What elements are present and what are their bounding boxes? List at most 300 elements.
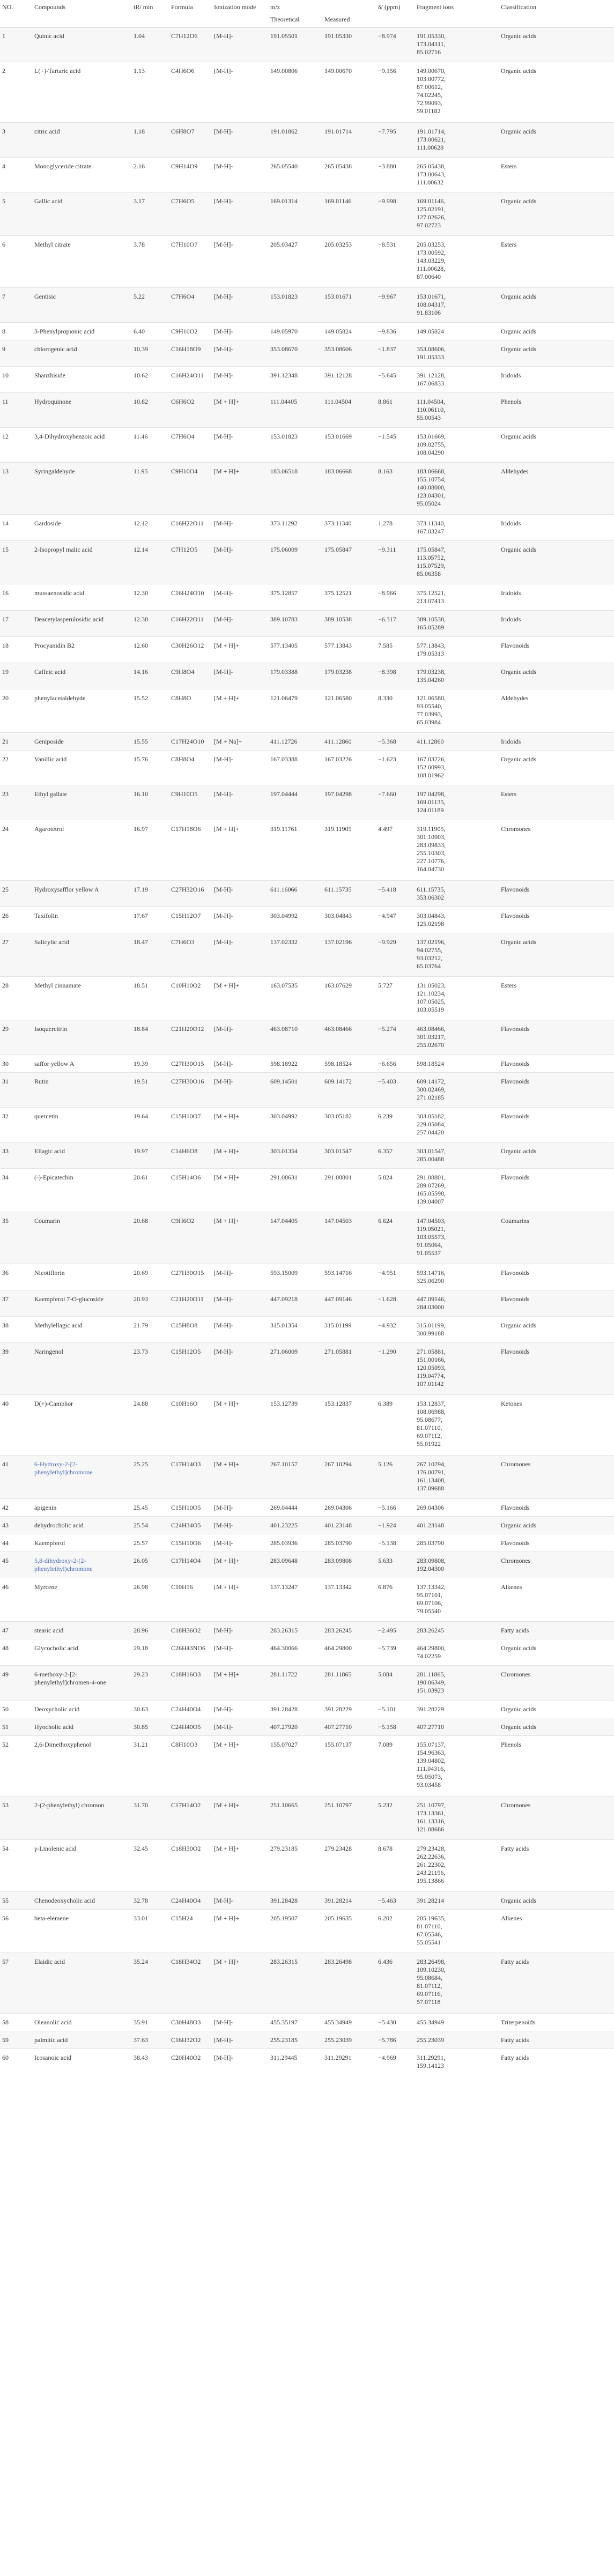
cell-classification: Flavonoids bbox=[499, 1264, 614, 1290]
cell-no: 37 bbox=[0, 1290, 32, 1317]
cell-ionization: [M + H]+ bbox=[212, 1108, 268, 1142]
cell-delta: 6.239 bbox=[376, 1108, 415, 1142]
cell-theoretical: 281.11722 bbox=[268, 1666, 322, 1701]
cell-no: 2 bbox=[0, 62, 32, 123]
table-row bbox=[0, 428, 614, 463]
cell-tr: 32.78 bbox=[131, 1892, 169, 1910]
cell-ionization: [M-H]- bbox=[212, 2014, 268, 2031]
cell-delta: −5.368 bbox=[376, 733, 415, 751]
cell-no: 16 bbox=[0, 584, 32, 611]
cell-tr: 20.68 bbox=[131, 1212, 169, 1264]
cell-ionization: [M-H]- bbox=[212, 515, 268, 541]
cell-tr: 29.18 bbox=[131, 1639, 169, 1666]
cell-theoretical: 447.09218 bbox=[268, 1290, 322, 1317]
cell-measured: 463.08466 bbox=[322, 1020, 376, 1055]
cell-compound: Naringenol bbox=[32, 1343, 131, 1395]
fragment-ion: 267.10294, bbox=[417, 1460, 446, 1468]
cell-fragments bbox=[415, 192, 499, 236]
cell-classification: Organic acids bbox=[499, 1718, 614, 1736]
cell-delta: −1.545 bbox=[376, 428, 415, 463]
table-row bbox=[0, 2049, 614, 2075]
cell-measured: 285.03790 bbox=[322, 1534, 376, 1552]
cell-measured: 283.26245 bbox=[322, 1622, 376, 1639]
cell-measured: 401.23148 bbox=[322, 1517, 376, 1534]
cell-theoretical: 598.18922 bbox=[268, 1055, 322, 1073]
cell-classification: Iridoids bbox=[499, 733, 614, 751]
cell-measured: 303.04843 bbox=[322, 907, 376, 933]
cell-measured: 447.09146 bbox=[322, 1290, 376, 1317]
fragment-ion: 169.01135, bbox=[417, 798, 446, 806]
cell-classification: Fatty acids bbox=[499, 2049, 614, 2075]
table-row bbox=[0, 1169, 614, 1212]
cell-compound: Syringaldehyde bbox=[32, 463, 131, 515]
cell-tr: 28.96 bbox=[131, 1622, 169, 1639]
cell-classification: Ketones bbox=[499, 1395, 614, 1456]
fragment-ion: 93.03458 bbox=[417, 1781, 441, 1788]
cell-delta: −3.880 bbox=[376, 158, 415, 192]
cell-measured: 577.13843 bbox=[322, 637, 376, 663]
fragment-ion: 72.99093, bbox=[417, 99, 442, 107]
cell-fragments bbox=[415, 637, 499, 663]
cell-compound: Agarotetrol bbox=[32, 820, 131, 881]
fragment-ion: 173.13361, bbox=[417, 1809, 446, 1817]
cell-formula: C15H12O5 bbox=[169, 1343, 212, 1395]
cell-delta: −5.101 bbox=[376, 1701, 415, 1718]
cell-no: 8 bbox=[0, 323, 32, 340]
fragment-ion: 79.05540 bbox=[417, 1607, 441, 1615]
cell-delta: −5.403 bbox=[376, 1073, 415, 1108]
table-row bbox=[0, 1517, 614, 1534]
cell-tr: 10.82 bbox=[131, 393, 169, 428]
table-row bbox=[0, 1701, 614, 1718]
fragment-ion: 164.04730 bbox=[417, 865, 444, 873]
cell-theoretical: 137.02332 bbox=[268, 933, 322, 977]
cell-theoretical: 311.29445 bbox=[268, 2049, 322, 2075]
fragment-ion: 108.04317, bbox=[417, 301, 446, 308]
cell-fragments bbox=[415, 1290, 499, 1317]
cell-delta: −9.967 bbox=[376, 288, 415, 323]
fragment-ion: 91.83106 bbox=[417, 309, 441, 316]
fragment-ion: 353.08606, bbox=[417, 345, 446, 353]
cell-compound: 6-Hydroxy-2-[2-phenylethyl]chromone bbox=[32, 1456, 131, 1499]
cell-theoretical: 137.13247 bbox=[268, 1578, 322, 1622]
table-row bbox=[0, 1552, 614, 1578]
fragment-ion: 195.13866 bbox=[417, 1877, 444, 1884]
cell-tr: 2.16 bbox=[131, 158, 169, 192]
cell-formula: C8H8O bbox=[169, 689, 212, 733]
cell-measured: 391.28214 bbox=[322, 1892, 376, 1910]
cell-classification: Chromones bbox=[499, 1796, 614, 1840]
cell-fragments bbox=[415, 158, 499, 192]
cell-ionization: [M-H]- bbox=[212, 27, 268, 62]
fragment-ion: 137.13342, bbox=[417, 1583, 446, 1591]
cell-fragments bbox=[415, 515, 499, 541]
cell-measured: 137.13342 bbox=[322, 1578, 376, 1622]
cell-ionization: [M-H]- bbox=[212, 584, 268, 611]
cell-delta: −5.739 bbox=[376, 1639, 415, 1666]
cell-no: 29 bbox=[0, 1020, 32, 1055]
cell-classification: Organic acids bbox=[499, 288, 614, 323]
cell-delta: 6.876 bbox=[376, 1578, 415, 1622]
cell-delta: 8.861 bbox=[376, 393, 415, 428]
cell-fragments bbox=[415, 1517, 499, 1534]
cell-fragments bbox=[415, 881, 499, 907]
cell-delta: −8.974 bbox=[376, 27, 415, 62]
cell-formula: C15H24 bbox=[169, 1910, 212, 1953]
cell-fragments bbox=[415, 1718, 499, 1736]
cell-tr: 16.10 bbox=[131, 785, 169, 820]
cell-ionization: [M + H]+ bbox=[212, 1142, 268, 1169]
fragment-ion: 139.04802, bbox=[417, 1757, 446, 1764]
fragment-ion: 173.00592, bbox=[417, 249, 446, 256]
fragment-ion: 192.04300 bbox=[417, 1565, 444, 1572]
cell-formula: C10H16O bbox=[169, 1395, 212, 1456]
cell-theoretical: 191.01862 bbox=[268, 123, 322, 158]
table-row bbox=[0, 933, 614, 977]
fragment-ion: 85.06358 bbox=[417, 570, 441, 577]
cell-measured: 283.09808 bbox=[322, 1552, 376, 1578]
cell-tr: 3.17 bbox=[131, 192, 169, 236]
cell-delta: −1.628 bbox=[376, 1290, 415, 1317]
cell-compound: Nicotiflorin bbox=[32, 1264, 131, 1290]
cell-formula: C7H6O4 bbox=[169, 428, 212, 463]
cell-measured: 205.03253 bbox=[322, 236, 376, 288]
cell-no: 10 bbox=[0, 367, 32, 393]
cell-measured: 319.11905 bbox=[322, 820, 376, 881]
cell-compound: apigenin bbox=[32, 1499, 131, 1517]
cell-ionization: [M-H]- bbox=[212, 367, 268, 393]
cell-measured: 279.23428 bbox=[322, 1840, 376, 1892]
cell-ionization: [M-H]- bbox=[212, 1718, 268, 1736]
cell-fragments bbox=[415, 62, 499, 123]
cell-delta: −5.274 bbox=[376, 1020, 415, 1055]
fragment-ion: 152.00993, bbox=[417, 763, 446, 771]
fragment-ion: 107.05025, bbox=[417, 998, 446, 1005]
fragment-ion: 463.08466, bbox=[417, 1025, 446, 1033]
cell-tr: 31.21 bbox=[131, 1736, 169, 1796]
cell-measured: 153.01669 bbox=[322, 428, 376, 463]
fragment-ion: 67.05546, bbox=[417, 1931, 442, 1938]
cell-compound: Gallic acid bbox=[32, 192, 131, 236]
cell-compound: Taxifolin bbox=[32, 907, 131, 933]
cell-measured: 183.06668 bbox=[322, 463, 376, 515]
cell-theoretical: 611.16066 bbox=[268, 881, 322, 907]
cell-formula: C26H43NO6 bbox=[169, 1639, 212, 1666]
cell-theoretical: 315.01354 bbox=[268, 1317, 322, 1343]
fragment-ion: 301.03217, bbox=[417, 1033, 446, 1041]
cell-measured: 375.12521 bbox=[322, 584, 376, 611]
cell-delta: −6.656 bbox=[376, 1055, 415, 1073]
cell-delta: 6.436 bbox=[376, 1953, 415, 2014]
cell-formula: C27H30O15 bbox=[169, 1264, 212, 1290]
cell-fragments bbox=[415, 393, 499, 428]
table-row bbox=[0, 820, 614, 881]
header-delta: δ/ (ppm) bbox=[376, 0, 415, 27]
cell-compound: D(+)-Camphor bbox=[32, 1395, 131, 1456]
cell-no: 25 bbox=[0, 881, 32, 907]
cell-classification: Iridoids bbox=[499, 515, 614, 541]
table-row bbox=[0, 367, 614, 393]
cell-fragments bbox=[415, 1622, 499, 1639]
cell-ionization: [M + H]+ bbox=[212, 1666, 268, 1701]
cell-ionization: [M-H]- bbox=[212, 611, 268, 637]
cell-fragments bbox=[415, 1701, 499, 1718]
cell-fragments bbox=[415, 907, 499, 933]
cell-classification: Organic acids bbox=[499, 1639, 614, 1666]
cell-measured: 137.02196 bbox=[322, 933, 376, 977]
cell-delta: 7.089 bbox=[376, 1736, 415, 1796]
cell-fragments bbox=[415, 785, 499, 820]
table-row bbox=[0, 1718, 614, 1736]
cell-formula: C7H12O5 bbox=[169, 541, 212, 584]
cell-formula: C24H40O5 bbox=[169, 1718, 212, 1736]
cell-delta: 6.624 bbox=[376, 1212, 415, 1264]
cell-classification: Fatty acids bbox=[499, 1622, 614, 1639]
fragment-ion: 262.22636, bbox=[417, 1853, 446, 1860]
fragment-ion: 111.00632 bbox=[417, 179, 444, 186]
cell-fragments bbox=[415, 2014, 499, 2031]
cell-compound: Methylellagic acid bbox=[32, 1317, 131, 1343]
cell-classification: Organic acids bbox=[499, 751, 614, 785]
cell-theoretical: 407.27920 bbox=[268, 1718, 322, 1736]
cell-classification: Flavonoids bbox=[499, 1020, 614, 1055]
fragment-ion: 593.14716, bbox=[417, 1269, 446, 1276]
cell-fragments bbox=[415, 323, 499, 340]
cell-ionization: [M + Na]+ bbox=[212, 733, 268, 751]
cell-no: 32 bbox=[0, 1108, 32, 1142]
table-row bbox=[0, 323, 614, 340]
cell-theoretical: 279.23185 bbox=[268, 1840, 322, 1892]
cell-formula: C15H10O6 bbox=[169, 1534, 212, 1552]
cell-tr: 29.23 bbox=[131, 1666, 169, 1701]
fragment-ion: 57.07118 bbox=[417, 1998, 441, 2006]
cell-measured: 391.12128 bbox=[322, 367, 376, 393]
fragment-ion: 183.06668, bbox=[417, 467, 446, 475]
fragment-ion: 127.02626, bbox=[417, 213, 446, 221]
cell-classification: Flavonoids bbox=[499, 1108, 614, 1142]
cell-compound: Rutin bbox=[32, 1073, 131, 1108]
cell-measured: 455.34949 bbox=[322, 2014, 376, 2031]
cell-no: 1 bbox=[0, 27, 32, 62]
cell-theoretical: 303.01354 bbox=[268, 1142, 322, 1169]
fragment-ion: 55.05541 bbox=[417, 1939, 441, 1946]
cell-delta: −1.290 bbox=[376, 1343, 415, 1395]
cell-no: 48 bbox=[0, 1639, 32, 1666]
cell-theoretical: 251.10665 bbox=[268, 1796, 322, 1840]
table-row bbox=[0, 1666, 614, 1701]
cell-tr: 18.51 bbox=[131, 977, 169, 1020]
cell-classification: Iridoids bbox=[499, 611, 614, 637]
cell-fragments bbox=[415, 340, 499, 367]
cell-measured: 169.01146 bbox=[322, 192, 376, 236]
fragment-ion: 401.23148 bbox=[417, 1521, 444, 1529]
cell-fragments bbox=[415, 1108, 499, 1142]
fragment-ion: 81.07110, bbox=[417, 1424, 442, 1431]
cell-no: 47 bbox=[0, 1622, 32, 1639]
cell-formula: C21H20O11 bbox=[169, 1290, 212, 1317]
cell-theoretical: 147.04405 bbox=[268, 1212, 322, 1264]
fragment-ion: 69.07106, bbox=[417, 1599, 442, 1607]
cell-formula: C15H8O8 bbox=[169, 1317, 212, 1343]
cell-measured: 147.04503 bbox=[322, 1212, 376, 1264]
cell-ionization: [M-H]- bbox=[212, 1517, 268, 1534]
cell-ionization: [M-H]- bbox=[212, 1892, 268, 1910]
table-row bbox=[0, 1343, 614, 1395]
fragment-ion: 191.01714, bbox=[417, 128, 446, 135]
cell-theoretical: 373.11292 bbox=[268, 515, 322, 541]
cell-no: 23 bbox=[0, 785, 32, 820]
cell-compound: chlorogenic acid bbox=[32, 340, 131, 367]
cell-tr: 20.61 bbox=[131, 1169, 169, 1212]
cell-delta: 5.126 bbox=[376, 1456, 415, 1499]
cell-measured: 271.05881 bbox=[322, 1343, 376, 1395]
table-row bbox=[0, 288, 614, 323]
fragment-ion: 283.26245 bbox=[417, 1627, 444, 1634]
cell-delta: 6.202 bbox=[376, 1910, 415, 1953]
cell-no: 30 bbox=[0, 1055, 32, 1073]
cell-theoretical: 285.03936 bbox=[268, 1534, 322, 1552]
table-row bbox=[0, 785, 614, 820]
cell-tr: 19.97 bbox=[131, 1142, 169, 1169]
header-classification: Classification bbox=[499, 0, 614, 27]
cell-classification: Alkenes bbox=[499, 1910, 614, 1953]
table-row bbox=[0, 1910, 614, 1953]
cell-classification: Iridoids bbox=[499, 367, 614, 393]
cell-tr: 18.84 bbox=[131, 1020, 169, 1055]
cell-measured: 155.07137 bbox=[322, 1736, 376, 1796]
cell-theoretical: 389.10783 bbox=[268, 611, 322, 637]
cell-ionization: [M + H]+ bbox=[212, 1953, 268, 2014]
cell-compound: 5,8-dihydroxy-2-(2-phenylethyl)chromone bbox=[32, 1552, 131, 1578]
cell-classification: Phenols bbox=[499, 393, 614, 428]
cell-formula: C10H16 bbox=[169, 1578, 212, 1622]
fragment-ion: 255.23039 bbox=[417, 2036, 444, 2044]
cell-no: 27 bbox=[0, 933, 32, 977]
cell-formula: C8H10O3 bbox=[169, 1736, 212, 1796]
cell-compound: dehydrocholic acid bbox=[32, 1517, 131, 1534]
fragment-ion: 611.15735, bbox=[417, 886, 446, 893]
cell-no: 12 bbox=[0, 428, 32, 463]
fragment-ion: 191.05330, bbox=[417, 32, 446, 40]
cell-tr: 31.70 bbox=[131, 1796, 169, 1840]
cell-delta: −7.660 bbox=[376, 785, 415, 820]
cell-fragments bbox=[415, 288, 499, 323]
fragment-ion: 95.08677, bbox=[417, 1416, 442, 1423]
cell-measured: 111.04504 bbox=[322, 393, 376, 428]
cell-delta: −9.311 bbox=[376, 541, 415, 584]
fragment-ion: 121.08686 bbox=[417, 1825, 444, 1833]
fragment-ion: 265.05438, bbox=[417, 162, 446, 170]
cell-formula: C10H10O2 bbox=[169, 977, 212, 1020]
cell-delta: −5.158 bbox=[376, 1718, 415, 1736]
cell-measured: 267.10294 bbox=[322, 1456, 376, 1499]
cell-tr: 3.78 bbox=[131, 236, 169, 288]
cell-delta: −8.398 bbox=[376, 663, 415, 689]
cell-fragments bbox=[415, 1639, 499, 1666]
table-row bbox=[0, 663, 614, 689]
fragment-ion: 65.03984 bbox=[417, 718, 441, 726]
fragment-ion: 167.06833 bbox=[417, 380, 444, 387]
cell-delta: −4.951 bbox=[376, 1264, 415, 1290]
cell-classification: Organic acids bbox=[499, 323, 614, 340]
header-measured: Measured bbox=[322, 14, 376, 27]
cell-compound: Elaidic acid bbox=[32, 1953, 131, 2014]
fragment-ion: 59.01182 bbox=[417, 107, 441, 115]
cell-compound: Icosanoic acid bbox=[32, 2049, 131, 2075]
cell-measured: 281.11865 bbox=[322, 1666, 376, 1701]
cell-tr: 20.69 bbox=[131, 1264, 169, 1290]
cell-ionization: [M + H]+ bbox=[212, 1578, 268, 1622]
cell-tr: 25.25 bbox=[131, 1456, 169, 1499]
cell-formula: C17H14O3 bbox=[169, 1456, 212, 1499]
table-row bbox=[0, 1264, 614, 1290]
fragment-ion: 281.11865, bbox=[417, 1671, 446, 1678]
cell-compound: Geniposide bbox=[32, 733, 131, 751]
cell-tr: 11.46 bbox=[131, 428, 169, 463]
fragment-ion: 94.02755, bbox=[417, 946, 442, 954]
cell-classification: Flavonoids bbox=[499, 637, 614, 663]
cell-theoretical: 205.19507 bbox=[268, 1910, 322, 1953]
cell-delta: 5.232 bbox=[376, 1796, 415, 1840]
fragment-ion: 197.04298, bbox=[417, 790, 446, 798]
fragment-ion: 261.22302, bbox=[417, 1861, 446, 1868]
cell-formula: C30H48O3 bbox=[169, 2014, 212, 2031]
cell-theoretical: 255.23185 bbox=[268, 2031, 322, 2049]
fragment-ion: 391.28229 bbox=[417, 1705, 444, 1713]
table-row bbox=[0, 1639, 614, 1666]
fragment-ion: 283.09833, bbox=[417, 841, 446, 849]
cell-classification: Organic acids bbox=[499, 541, 614, 584]
cell-measured: 179.03238 bbox=[322, 663, 376, 689]
cell-no: 50 bbox=[0, 1701, 32, 1718]
cell-ionization: [M + H]+ bbox=[212, 637, 268, 663]
cell-delta: 8.163 bbox=[376, 463, 415, 515]
header-theoretical: Theoretical bbox=[268, 14, 322, 27]
cell-no: 18 bbox=[0, 637, 32, 663]
cell-delta: −5.166 bbox=[376, 1499, 415, 1517]
fragment-ion: 123.04301, bbox=[417, 492, 446, 499]
cell-delta: −9.998 bbox=[376, 192, 415, 236]
cell-tr: 12.60 bbox=[131, 637, 169, 663]
fragment-ion: 301.10903, bbox=[417, 833, 446, 841]
cell-measured: 149.00670 bbox=[322, 62, 376, 123]
cell-tr: 24.88 bbox=[131, 1395, 169, 1456]
cell-formula: C16H32O2 bbox=[169, 2031, 212, 2049]
cell-measured: 609.14172 bbox=[322, 1073, 376, 1108]
cell-no: 59 bbox=[0, 2031, 32, 2049]
cell-formula: C27H30O15 bbox=[169, 1055, 212, 1073]
cell-ionization: [M-H]- bbox=[212, 1499, 268, 1517]
cell-delta: 1.278 bbox=[376, 515, 415, 541]
fragment-ion: 125.02191, bbox=[417, 205, 446, 213]
header-ionization: Ionization mode bbox=[212, 0, 268, 27]
cell-compound: Deacetylasperulosidic acid bbox=[32, 611, 131, 637]
cell-classification: Organic acids bbox=[499, 1517, 614, 1534]
cell-tr: 26.05 bbox=[131, 1552, 169, 1578]
cell-fragments bbox=[415, 367, 499, 393]
cell-ionization: [M-H]- bbox=[212, 663, 268, 689]
fragment-ion: 391.28214 bbox=[417, 1897, 444, 1904]
cell-formula: C7H6O5 bbox=[169, 192, 212, 236]
fragment-ion: 74.02245, bbox=[417, 91, 442, 99]
fragment-ion: 159.14123 bbox=[417, 2062, 444, 2069]
cell-compound: mussaenosidic acid bbox=[32, 584, 131, 611]
cell-formula: C16H22O11 bbox=[169, 515, 212, 541]
cell-formula: C27H30O16 bbox=[169, 1073, 212, 1108]
fragment-ion: 103.05573, bbox=[417, 1233, 446, 1241]
table-row bbox=[0, 340, 614, 367]
fragment-ion: 131.05023, bbox=[417, 982, 446, 989]
